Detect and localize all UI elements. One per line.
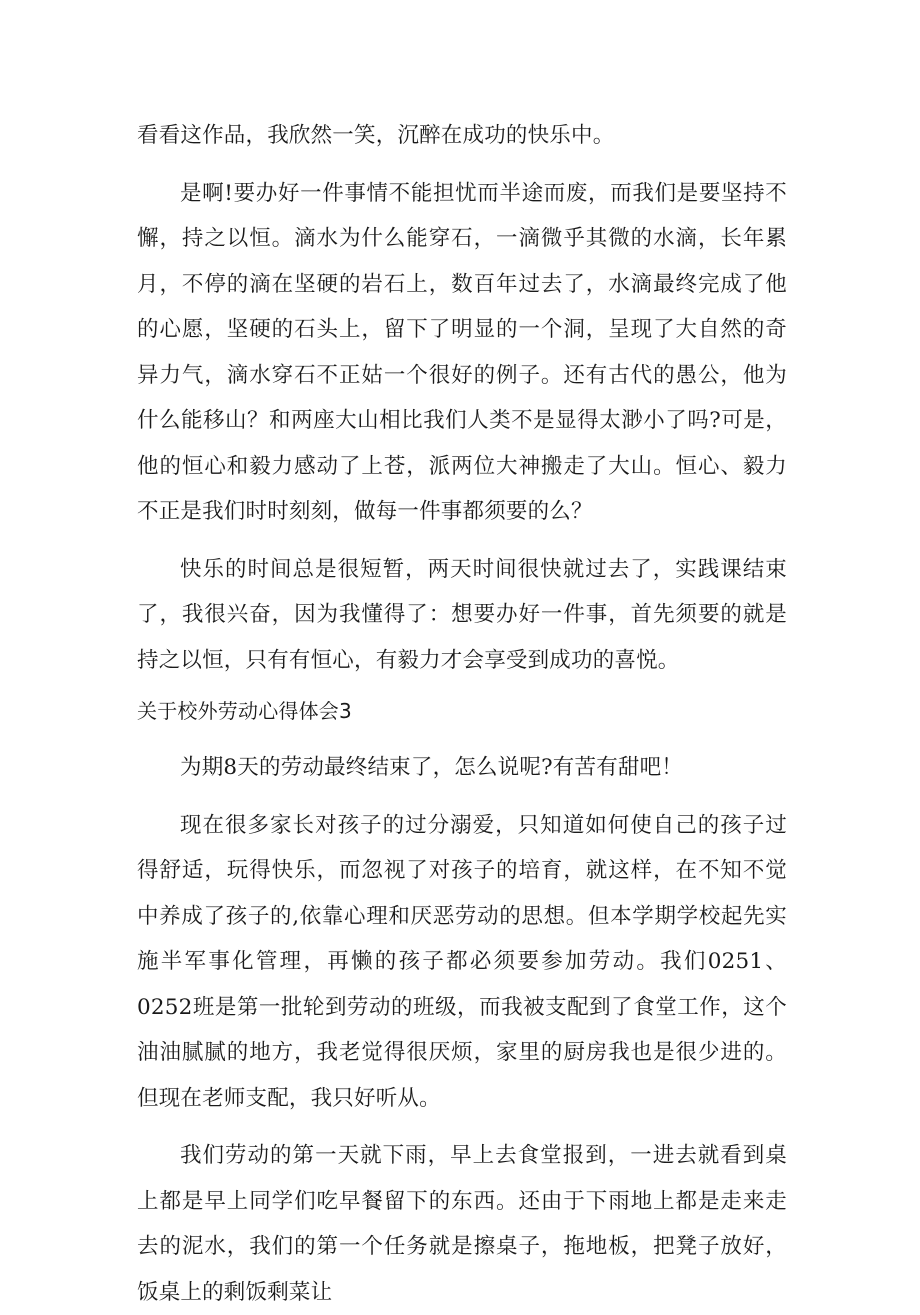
paragraph-2: 是啊!要办好一件事情不能担忧而半途而废，而我们是要坚持不懈，持之以恒。滴水为什么能穿石，一滴微乎其微的水滴，长年累月，不停的滴在坚硬的岩石上，数百年过去了，水滴最终完成了他的心愿，坚硬的石头上，留下了明显的一个洞，呈现了大自然的奇异力气，滴水穿石不正姑一个很好的例子。还有古代的愚公，他为什么能移山？和两座大山相比我们人类不是显得太渺小了吗?可是，他的恒心和毅力感动了上苍，派两位大神搬走了大山。恒心、毅力不正是我们时时刻刻，做每一件事都须要的么？ <box>137 180 787 524</box>
paragraph-gap <box>137 159 787 171</box>
paragraph-3: 快乐的时间总是很短暂，两天时间很快就过去了，实践课结束了，我很兴奋，因为我懂得了：想要办好一件事，首先须要的就是持之以恒，只有有恒心，有毅力才会享受到成功的喜悦。 <box>137 556 787 673</box>
paragraph-5: 现在很多家长对孩子的过分溺爱，只知道如何使自己的孩子过得舒适，玩得快乐，而忽视了对孩子的培育，就这样，在不知不觉中养成了孩子的,依靠心理和厌恶劳动的思想。但本学期学校起先实施半军事化管理，再懒的孩子都必须要参加劳动。我们0251、0252班是第一批轮到劳动的班级，而我被支配到了食堂工作，这个油油腻腻的地方，我老觉得很厌烦，家里的厨房我也是很少进的。但现在老师支配，我只好听从。 <box>137 812 787 1111</box>
document-body <box>137 113 787 1315</box>
paragraph-1: 看看这作品，我欣然一笑，沉醉在成功的快乐中。 <box>137 123 615 148</box>
section-heading: 关于校外劳动心得体会3 <box>137 699 352 723</box>
paragraph-gap <box>137 791 787 803</box>
paragraph-gap <box>137 1121 787 1133</box>
paragraph-4: 为期8天的劳动最终结束了，怎么说呢?有苦有甜吧！ <box>180 755 684 780</box>
paragraph-gap <box>137 535 787 547</box>
paragraph-6: 我们劳动的第一天就下雨，早上去食堂报到，一进去就看到桌上都是早上同学们吃早餐留下的东西。还由于下雨地上都是走来走去的泥水，我们的第一个任务就是擦桌子，拖地板，把凳子放好，饭桌上的剩饭剩菜让 <box>137 1143 787 1305</box>
